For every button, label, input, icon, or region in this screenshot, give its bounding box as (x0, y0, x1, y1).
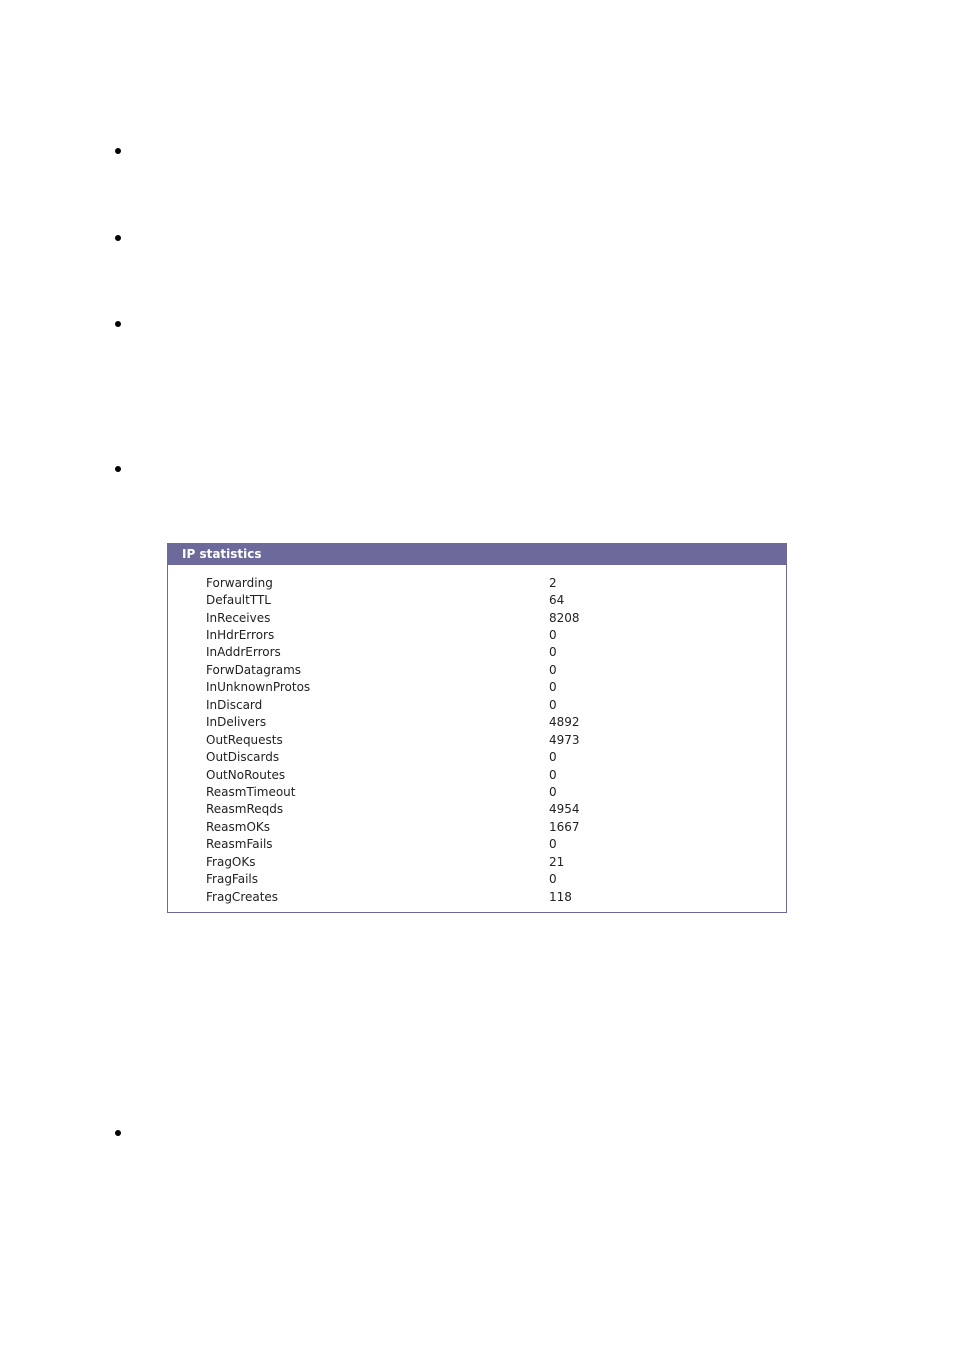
statistic-value: 1667 (549, 819, 580, 834)
statistics-row (206, 836, 766, 853)
statistic-name: InReceives (206, 610, 271, 625)
statistic-value: 8208 (549, 610, 580, 625)
statistics-row (206, 696, 766, 713)
statistic-name: ForwDatagrams (206, 662, 302, 677)
statistics-row (206, 783, 766, 800)
statistic-name: ReasmTimeout (206, 784, 296, 799)
statistics-row (206, 644, 766, 661)
statistics-row (206, 661, 766, 678)
statistic-name: OutDiscards (206, 750, 280, 765)
statistics-row (206, 853, 766, 870)
statistic-value: 2 (549, 575, 557, 590)
statistic-name: InUnknownProtos (206, 680, 311, 695)
statistic-name: InAddrErrors (206, 645, 281, 660)
statistic-value: 0 (549, 837, 557, 852)
statistic-value: 0 (549, 750, 557, 765)
statistic-value: 0 (549, 697, 557, 712)
statistic-value: 0 (549, 662, 557, 677)
statistics-row (206, 801, 766, 818)
statistics-row (206, 731, 766, 748)
statistic-value: 0 (549, 784, 557, 799)
statistic-value: 4973 (549, 732, 580, 747)
statistics-list (206, 574, 766, 905)
statistic-name: FragCreates (206, 889, 279, 904)
bullet-point (115, 321, 121, 327)
bullet-point (115, 235, 121, 241)
statistic-value: 4892 (549, 715, 580, 730)
statistics-row (206, 714, 766, 731)
statistics-row (206, 679, 766, 696)
statistics-row (206, 818, 766, 835)
statistic-name: ReasmReqds (206, 802, 284, 817)
statistic-name: InDelivers (206, 715, 267, 730)
statistics-row (206, 888, 766, 905)
statistics-row (206, 748, 766, 765)
statistic-value: 0 (549, 872, 557, 887)
ip-statistics-panel (167, 543, 787, 913)
statistics-row (206, 870, 766, 887)
statistic-value: 0 (549, 628, 557, 643)
bullet-point (115, 148, 121, 154)
panel-title: IP statistics (168, 544, 786, 565)
statistics-row (206, 591, 766, 608)
statistic-name: OutRequests (206, 732, 283, 747)
bullet-point (115, 1130, 121, 1136)
statistic-name: InHdrErrors (206, 628, 275, 643)
statistic-name: ReasmOKs (206, 819, 271, 834)
statistic-name: InDiscard (206, 697, 263, 712)
statistics-row (206, 609, 766, 626)
statistic-value: 0 (549, 645, 557, 660)
statistic-name: FragOKs (206, 854, 256, 869)
statistic-value: 118 (549, 889, 572, 904)
statistic-name: FragFails (206, 872, 259, 887)
statistic-name: ReasmFails (206, 837, 273, 852)
statistic-name: OutNoRoutes (206, 767, 286, 782)
statistics-row (206, 766, 766, 783)
statistic-value: 0 (549, 767, 557, 782)
statistic-name: Forwarding (206, 575, 273, 590)
statistics-row (206, 626, 766, 643)
statistic-value: 0 (549, 680, 557, 695)
statistic-value: 64 (549, 593, 565, 608)
statistic-value: 21 (549, 854, 565, 869)
statistic-value: 4954 (549, 802, 580, 817)
bullet-point (115, 466, 121, 472)
statistics-row (206, 574, 766, 591)
statistic-name: DefaultTTL (206, 593, 271, 608)
